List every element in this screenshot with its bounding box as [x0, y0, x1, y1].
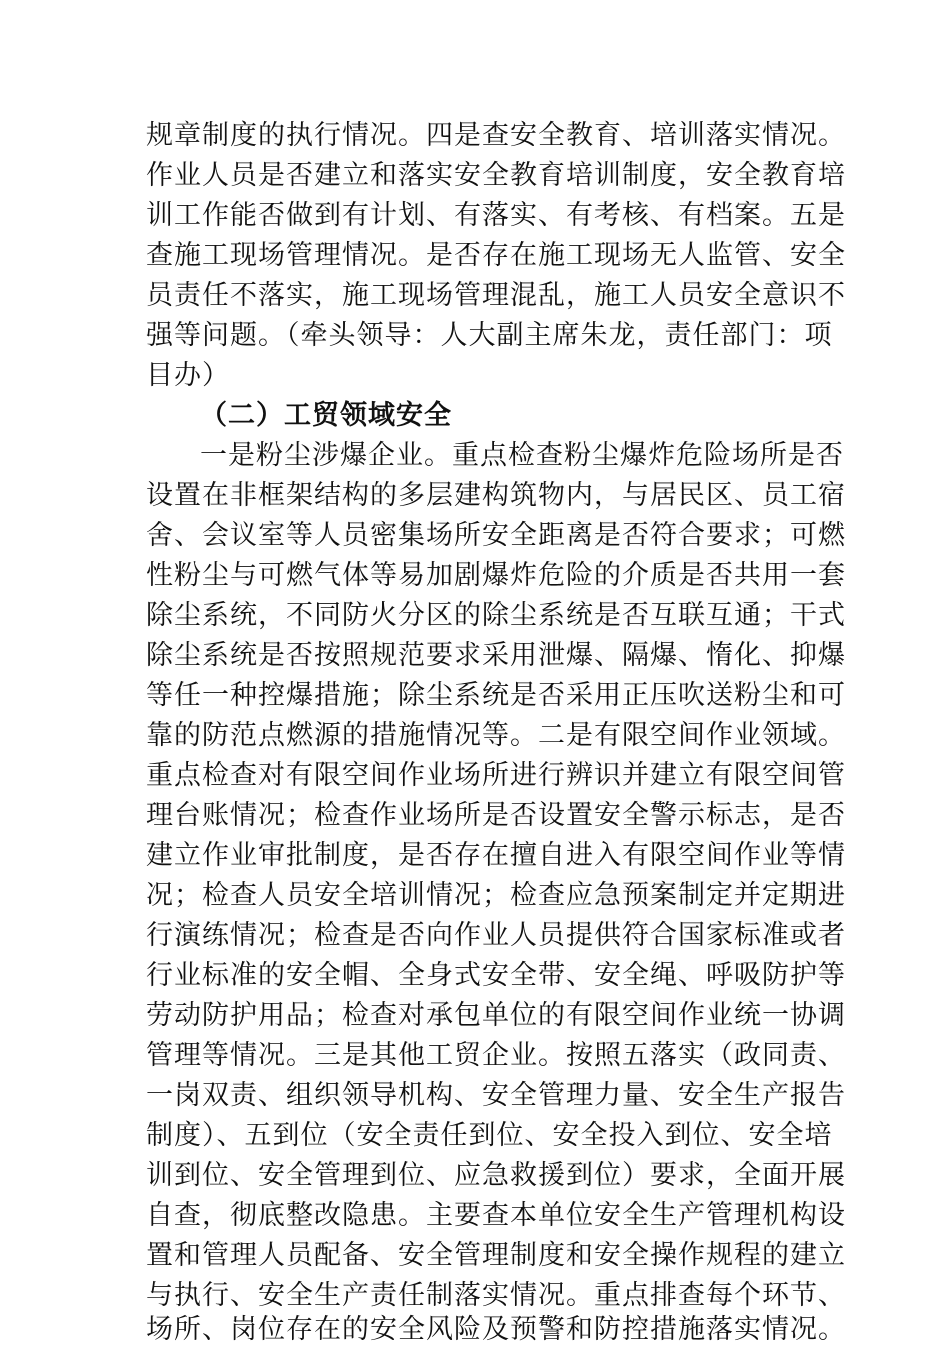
- paragraph-line: 舍、会议室等人员密集场所安全距离是否符合要求；可燃: [146, 520, 846, 551]
- paragraph-line: 训到位、安全管理到位、应急救援到位）要求，全面开展: [146, 1160, 846, 1191]
- paragraph-line: 场所、岗位存在的安全风险及预警和防控措施落实情况。: [146, 1314, 846, 1345]
- paragraph-line: 理台账情况；检查作业场所是否设置安全警示标志，是否: [146, 800, 846, 831]
- paragraph-line: 规章制度的执行情况。四是查安全教育、培训落实情况。: [146, 120, 846, 151]
- paragraph-line: 靠的防范点燃源的措施情况等。二是有限空间作业领域。: [146, 720, 846, 751]
- paragraph-line: 强等问题。（牵头领导：人大副主席朱龙，责任部门：项: [146, 320, 833, 351]
- paragraph-line: 除尘系统，不同防火分区的除尘系统是否互联互通；干式: [146, 600, 846, 631]
- paragraph-line: 设置在非框架结构的多层建构筑物内，与居民区、员工宿: [146, 480, 846, 511]
- section-heading: （二）工贸领域安全: [200, 400, 452, 431]
- paragraph-line: 行业标准的安全帽、全身式安全带、安全绳、呼吸防护等: [146, 960, 846, 991]
- paragraph-line: 况；检查人员安全培训情况；检查应急预案制定并定期进: [146, 880, 846, 911]
- paragraph-line: 制度）、五到位（安全责任到位、安全投入到位、安全培: [146, 1120, 833, 1151]
- paragraph-line: 管理等情况。三是其他工贸企业。按照五落实（政同责、: [146, 1040, 846, 1071]
- paragraph-line: 行演练情况；检查是否向作业人员提供符合国家标准或者: [146, 920, 846, 951]
- paragraph-line: 训工作能否做到有计划、有落实、有考核、有档案。五是: [146, 200, 846, 231]
- paragraph-line: 作业人员是否建立和落实安全教育培训制度，安全教育培: [146, 160, 846, 191]
- paragraph-line: 除尘系统是否按照规范要求采用泄爆、隔爆、惰化、抑爆: [146, 640, 846, 671]
- paragraph-line: 自查，彻底整改隐患。主要查本单位安全生产管理机构设: [146, 1200, 846, 1231]
- paragraph-line: 等任一种控爆措施；除尘系统是否采用正压吹送粉尘和可: [146, 680, 846, 711]
- paragraph-line: 目办）: [146, 360, 230, 391]
- paragraph-line: 性粉尘与可燃气体等易加剧爆炸危险的介质是否共用一套: [146, 560, 846, 591]
- paragraph-line: 查施工现场管理情况。是否存在施工现场无人监管、安全: [146, 240, 846, 271]
- paragraph-line: 一是粉尘涉爆企业。重点检查粉尘爆炸危险场所是否: [200, 440, 844, 471]
- paragraph-line: 建立作业审批制度，是否存在擅自进入有限空间作业等情: [146, 840, 846, 871]
- paragraph-line: 劳动防护用品；检查对承包单位的有限空间作业统一协调: [146, 1000, 846, 1031]
- paragraph-line: 置和管理人员配备、安全管理制度和安全操作规程的建立: [146, 1240, 846, 1271]
- paragraph-line: 重点检查对有限空间作业场所进行辨识并建立有限空间管: [146, 760, 846, 791]
- paragraph-line: 与执行、安全生产责任制落实情况。重点排查每个环节、: [146, 1280, 846, 1311]
- paragraph-line: 员责任不落实，施工现场管理混乱，施工人员安全意识不: [146, 280, 846, 311]
- paragraph-line: 一岗双责、组织领导机构、安全管理力量、安全生产报告: [146, 1080, 846, 1111]
